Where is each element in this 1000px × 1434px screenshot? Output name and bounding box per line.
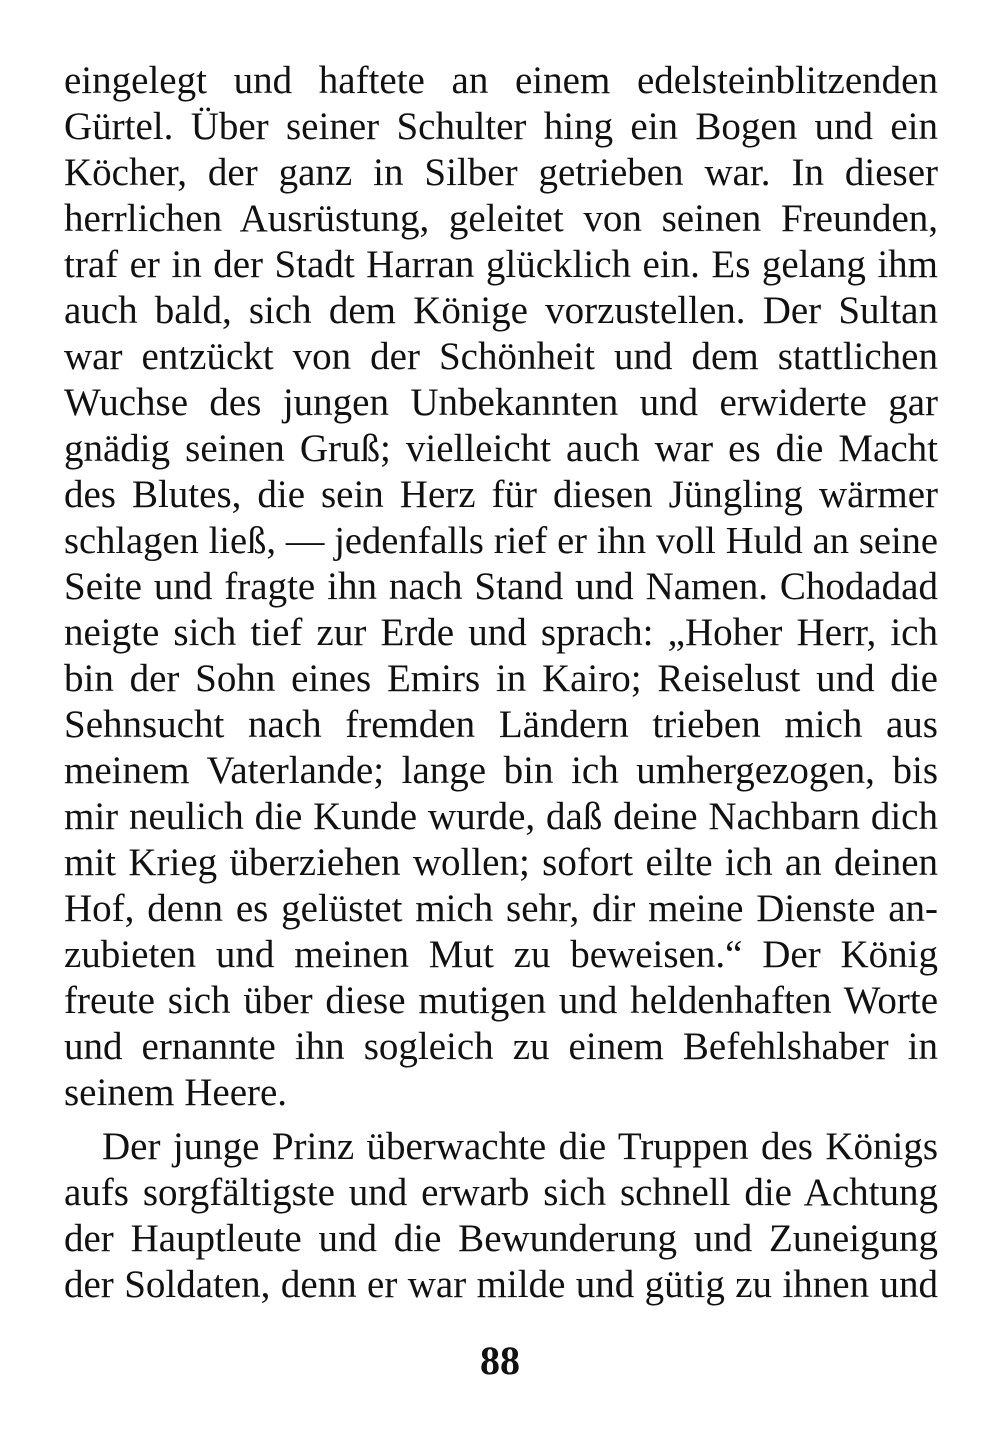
text-line: des Blutes, die sein Herz für diesen Jüngling wärmer <box>64 473 938 516</box>
text-line: und ernannte ihn sogleich zu einem Befehlshaber in <box>64 1025 938 1068</box>
text-line: Gürtel. Über seiner Schulter hing ein Bogen und ein <box>64 105 938 148</box>
text-line: traf er in der Stadt Harran glücklich ein. Es gelang ihm <box>64 243 938 286</box>
text-line: mit Krieg überziehen wollen; sofort eilte ich an deinen <box>64 841 938 884</box>
paragraph-2 <box>64 1124 938 1308</box>
paragraph-gap <box>64 1116 938 1124</box>
text-line: bin der Sohn eines Emirs in Kairo; Reiselust und die <box>64 657 938 700</box>
text-line: Hof, denn es gelüstet mich sehr, dir meine Dienste an- <box>64 887 938 930</box>
text-line: war entzückt von der Schönheit und dem stattlichen <box>64 335 938 378</box>
text-line: Wuchse des jungen Unbekannten und erwiderte gar <box>64 381 938 424</box>
text-line: herrlichen Ausrüstung, geleitet von seinen Freunden, <box>64 197 938 240</box>
text-line: seinem Heere. <box>64 1071 288 1114</box>
text-line: zubieten und meinen Mut zu beweisen.“ Der König <box>64 933 938 976</box>
text-line: Köcher, der ganz in Silber getrieben war. In dieser <box>64 151 938 194</box>
text-line: der Soldaten, denn er war milde und gütig zu ihnen und <box>64 1263 938 1306</box>
text-line: auch bald, sich dem Könige vorzustellen. Der Sultan <box>64 289 938 332</box>
text-line: schlagen ließ, — jedenfalls rief er ihn voll Huld an seine <box>64 520 938 562</box>
text-line: freute sich über diese mutigen und heldenhaften Worte <box>64 979 938 1022</box>
paragraph-1 <box>64 58 938 1116</box>
text-line: mir neulich die Kunde wurde, daß deine Nachbarn dich <box>64 795 938 838</box>
text-line: gnädig seinen Gruß; vielleicht auch war es die Macht <box>64 427 938 470</box>
text-line: Der junge Prinz überwachte die Truppen des Königs <box>102 1125 938 1168</box>
text-line: der Hauptleute und die Bewunderung und Zuneigung <box>64 1217 938 1260</box>
text-line: aufs sorgfältigste und erwarb sich schnell die Achtung <box>64 1171 938 1214</box>
text-line: Sehnsucht nach fremden Ländern trieben mich aus <box>64 703 938 746</box>
text-line: Seite und fragte ihn nach Stand und Namen. Chodadad <box>64 565 938 608</box>
page-number: 88 <box>480 1338 520 1383</box>
text-line: meinem Vaterlande; lange bin ich umhergezogen, bis <box>64 749 938 792</box>
body-text <box>64 58 938 1308</box>
text-line: neigte sich tief zur Erde und sprach: „Hoher Herr, ich <box>64 611 938 654</box>
text-line: eingelegt und haftete an einem edelsteinblitzenden <box>64 59 938 102</box>
